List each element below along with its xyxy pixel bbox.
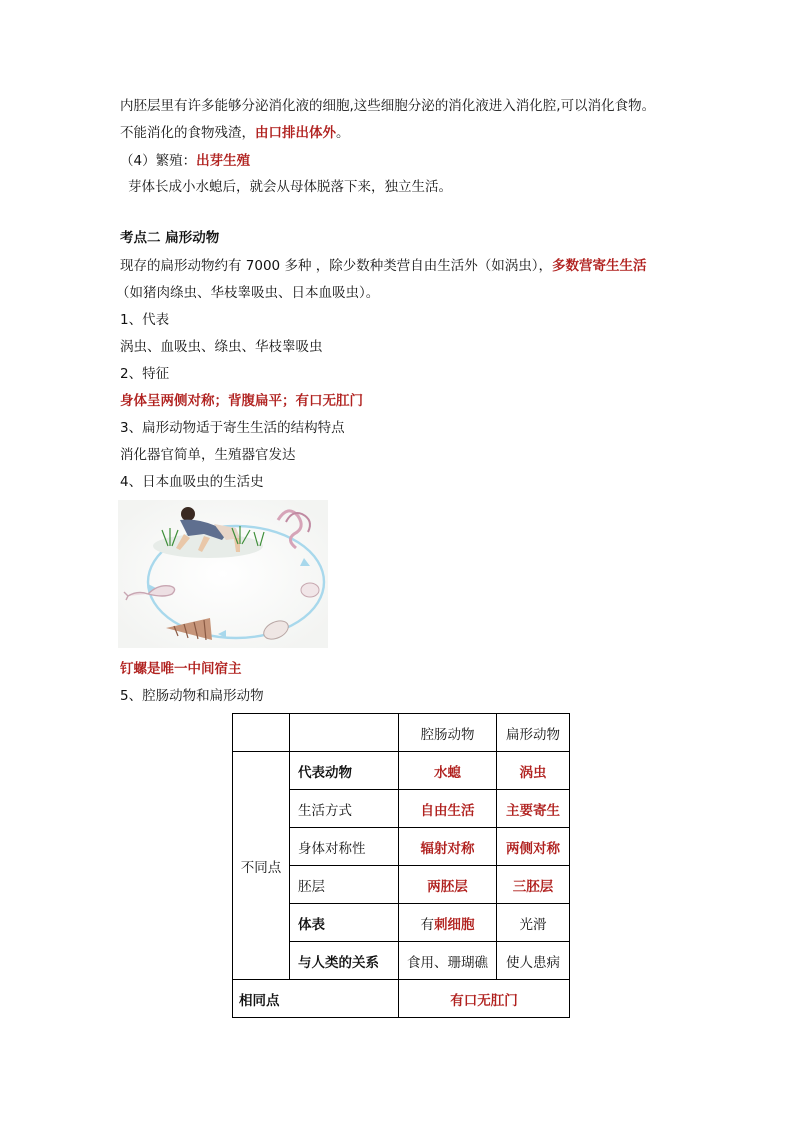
cell-cnidarian: 辐射对称 [399,828,497,866]
cell-cnidarian: 自由生活 [399,790,497,828]
table-header-row [233,714,570,752]
intro-line-2 [120,124,350,142]
cell-cnidarian [399,904,497,942]
heading-4: 4、日本血吸虫的生活史 [120,474,264,490]
cell-flatworm: 使人患病 [497,942,570,980]
row-label: 身体对称性 [290,828,399,866]
snail-caption: 钉螺是唯一中间宿主 [120,661,242,677]
table-row-similarity [233,980,570,1018]
table-corner-cell [233,714,290,752]
cell-plain-part: 有 [420,916,434,933]
row-label: 胚层 [290,866,399,904]
repro-label: （4）繁殖： [120,153,197,169]
column-header-cnidarian: 腔肠动物 [399,714,497,752]
cell-flatworm: 三胚层 [497,866,570,904]
bud-text: 芽体长成小水螅后，就会从母体脱落下来，独立生活。 [128,179,452,195]
heading-1: 1、代表 [120,312,170,328]
row-label: 生活方式 [290,790,399,828]
p1-plain: 现存的扁形动物约有 7000 多种 ，除少数种类营自由生活外（如涡虫）， [120,258,552,274]
similarity-value: 有口无肛门 [399,980,570,1018]
cell-flatworm: 主要寄生 [497,790,570,828]
intro-line-2-plain: 不能消化的食物残渣， [120,125,255,141]
heading-2: 2、特征 [120,366,170,382]
section-paragraph-1-cont: （如猪肉绦虫、华枝睾吸虫、日本血吸虫）。 [116,285,380,301]
similarity-label: 相同点 [233,980,399,1018]
section-title: 考点二 扁形动物 [120,230,220,246]
cell-flatworm: 光滑 [497,904,570,942]
table-row [233,752,570,790]
heading-3: 3、扁形动物适于寄生生活的结构特点 [120,420,345,436]
text-1: 涡虫、血吸虫、绦虫、华枝睾吸虫 [120,339,323,355]
cell-flatworm: 两侧对称 [497,828,570,866]
row-label: 与人类的关系 [290,942,399,980]
row-label: 代表动物 [290,752,399,790]
cell-cnidarian: 两胚层 [399,866,497,904]
repro-line [120,152,250,170]
p1-red: 多数营寄生生活 [551,258,647,274]
column-header-flatworm: 扁形动物 [497,714,570,752]
intro-line-2-end: 。 [336,125,350,141]
differences-group-label: 不同点 [233,752,290,980]
row-label: 体表 [290,904,399,942]
cell-cnidarian: 水螅 [399,752,497,790]
table-corner-cell-2 [290,714,399,752]
cell-red-part: 刺细胞 [434,916,475,933]
cell-cnidarian: 食用、珊瑚礁 [399,942,497,980]
heading-5: 5、腔肠动物和扁形动物 [120,688,264,704]
egg-icon [301,583,319,597]
comparison-table [232,713,570,1018]
text-3: 消化器官简单，生殖器官发达 [120,447,296,463]
intro-line-2-red: 由口排出体外 [255,125,336,141]
intro-line-1: 内胚层里有许多能够分泌消化液的细胞,这些细胞分泌的消化液进入消化腔,可以消化食物。 [120,98,656,114]
cell-flatworm: 涡虫 [497,752,570,790]
section-paragraph-1 [120,257,646,275]
repro-value: 出芽生殖 [196,153,251,169]
schistosome-life-cycle-illustration [118,500,328,648]
text-2: 身体呈两侧对称；背腹扁平；有口无肛门 [120,393,363,409]
